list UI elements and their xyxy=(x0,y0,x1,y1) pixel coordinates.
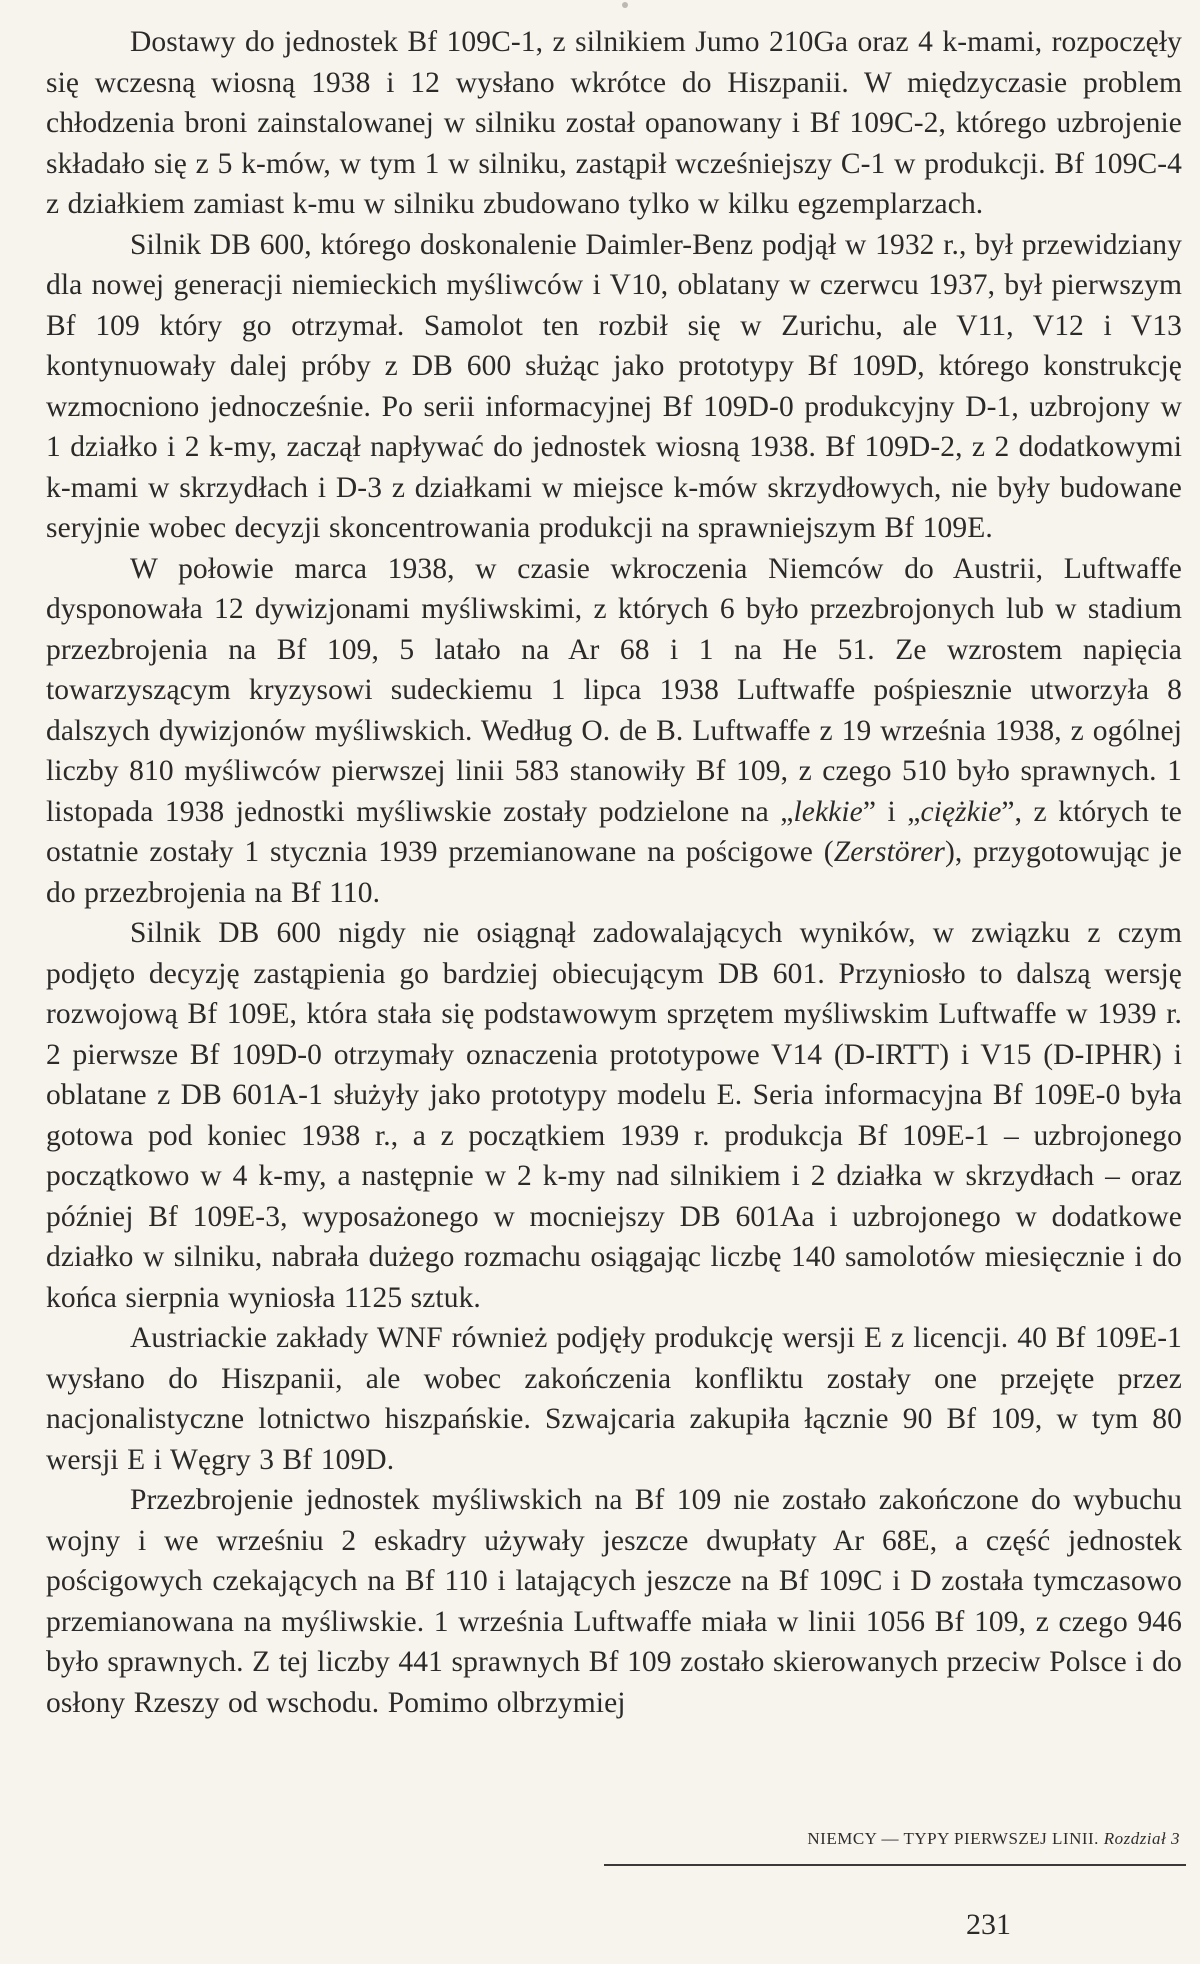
paragraph-6: Przezbrojenie jednostek myśliwskich na Bf 109 nie zostało zakończone do wybuchu wojny i we wrześniu 2 eskadry używały jeszcze dwupłaty Ar 68E, a część jednostek pościgowych czekających na Bf 110 i latających jeszcze na Bf 109C i D została tymczasowo przemianowana na myśliwskie. 1 września Luftwaffe miała w linii 1056 Bf 109, z czego 946 było sprawnych. Z tej liczby 441 sprawnych Bf 109 zostało skierowanych przeciw Polsce i do osłony Rzeszy od wschodu. Pomimo olbrzymiej xyxy=(46,1484,1182,1719)
page-number: 231 xyxy=(966,1908,1011,1941)
paragraph-4: Silnik DB 600 nigdy nie osiągnął zadowalających wyników, w związku z czym podjęto decyzję zastąpienia go bardziej obiecującym DB 601. Przyniosło to dalszą wersję rozwojową Bf 109E, która stała się podstawowym sprzętem myśliwskim Luftwaffe w 1939 r. 2 pierwsze Bf 109D-0 otrzymały oznaczenia prototypowe V14 (D-IRTT) i V15 (D-IPHR) i oblatane z DB 601A-1 służyły jako prototypy modelu E. Seria informacyjna Bf 109E-0 była gotowa pod koniec 1938 r., a z początkiem 1939 r. produkcja Bf 109E-1 – uzbrojonego początkowo w 4 k-my, a następnie w 2 k-my nad silnikiem i 2 działka w skrzydłach – oraz później Bf 109E-3, wyposażonego w mocniejszy DB 601Aa i uzbrojonego w dodatkowe działko w silniku, nabrała dużego rozmachu osiągając liczbę 140 samolotów miesięcznie i do końca sierpnia wyniosła 1125 sztuk. xyxy=(46,917,1182,1314)
term-zerstorer: Zerstörer xyxy=(833,836,945,868)
paper-speck xyxy=(622,2,628,8)
footer-rule xyxy=(604,1864,1186,1866)
term-lekkie: lekkie xyxy=(793,795,863,828)
running-head-title: NIEMCY — TYPY PIERWSZEJ LINII. xyxy=(807,1829,1099,1848)
paragraph-3-part-3: ”, z których te ostatnie zostały 1 stycznia 1939 przemianowane na pościgowe ( xyxy=(46,795,1182,868)
running-head xyxy=(807,1829,1180,1849)
paragraph-3-part-2: ” i „ xyxy=(862,795,921,828)
paragraph-3 xyxy=(46,549,1182,914)
term-ciezkie: ciężkie xyxy=(920,795,1002,828)
paragraph-3-part-4: ), przygotowując je do przezbrojenia na Bf 110. xyxy=(46,836,1182,909)
paragraph-3-part-1: W połowie marca 1938, w czasie wkroczenia Niemców do Austrii, Luftwaffe dysponowała 12 dywizjonami myśliwskimi, z których 6 było przezbrojonych lub w stadium przezbrojenia na Bf 109, 5 latało na Ar 68 i 1 na He 51. Ze wzrostem napięcia towarzyszącym kryzysowi sudeckiemu 1 lipca 1938 Luftwaffe pośpiesznie utworzyła 8 dalszych dywizjonów myśliwskich. Według O. de B. Luftwaffe z 19 września 1938, z ogólnej liczby 810 myśliwców pierwszej linii 583 stanowiły Bf 109, z czego 510 było sprawnych. 1 listopada 1938 jednostki myśliwskie zostały podzielone na „ xyxy=(46,552,1182,828)
running-head-chapter: Rozdział 3 xyxy=(1103,1829,1180,1848)
paragraph-1: Dostawy do jednostek Bf 109C-1, z silnikiem Jumo 210Ga oraz 4 k-mami, rozpoczęły się wczesną wiosną 1938 i 12 wysłano wkrótce do Hiszpanii. W międzyczasie problem chłodzenia broni zainstalowanej w silniku został opanowany i Bf 109C-2, którego uzbrojenie składało się z 5 k-mów, w tym 1 w silniku, zastąpił wcześniejszy C-1 w produkcji. Bf 109C-4 z działkiem zamiast k-mu w silniku zbudowano tylko w kilku egzemplarzach. xyxy=(46,26,1182,220)
paragraph-2: Silnik DB 600, którego doskonalenie Daimler-Benz podjął w 1932 r., był przewidziany dla nowej generacji niemieckich myśliwców i V10, oblatany w czerwcu 1937, był pierwszym Bf 109 który go otrzymał. Samolot ten rozbił się w Zurichu, ale V11, V12 i V13 kontynuowały dalej próby z DB 600 służąc jako prototypy Bf 109D, którego konstrukcję wzmocniono jednocześnie. Po serii informacyjnej Bf 109D-0 produkcyjny D-1, uzbrojony w 1 działko i 2 k-my, zaczął napływać do jednostek wiosną 1938. Bf 109D-2, z 2 dodatkowymi k-mami w skrzydłach i D-3 z działkami w miejsce k-mów skrzydłowych, nie były budowane seryjnie wobec decyzji skoncentrowania produkcji na sprawniejszym Bf 109E. xyxy=(46,228,1182,544)
body-text xyxy=(46,22,1182,1723)
paragraph-5: Austriackie zakłady WNF również podjęły produkcję wersji E z licencji. 40 Bf 109E-1 wysłano do Hiszpanii, ale wobec zakończenia konfliktu zostały one przejęte przez nacjonalistyczne lotnictwo hiszpańskie. Szwajcaria zakupiła łącznie 90 Bf 109, w tym 80 wersji E i Węgry 3 Bf 109D. xyxy=(46,1322,1182,1476)
